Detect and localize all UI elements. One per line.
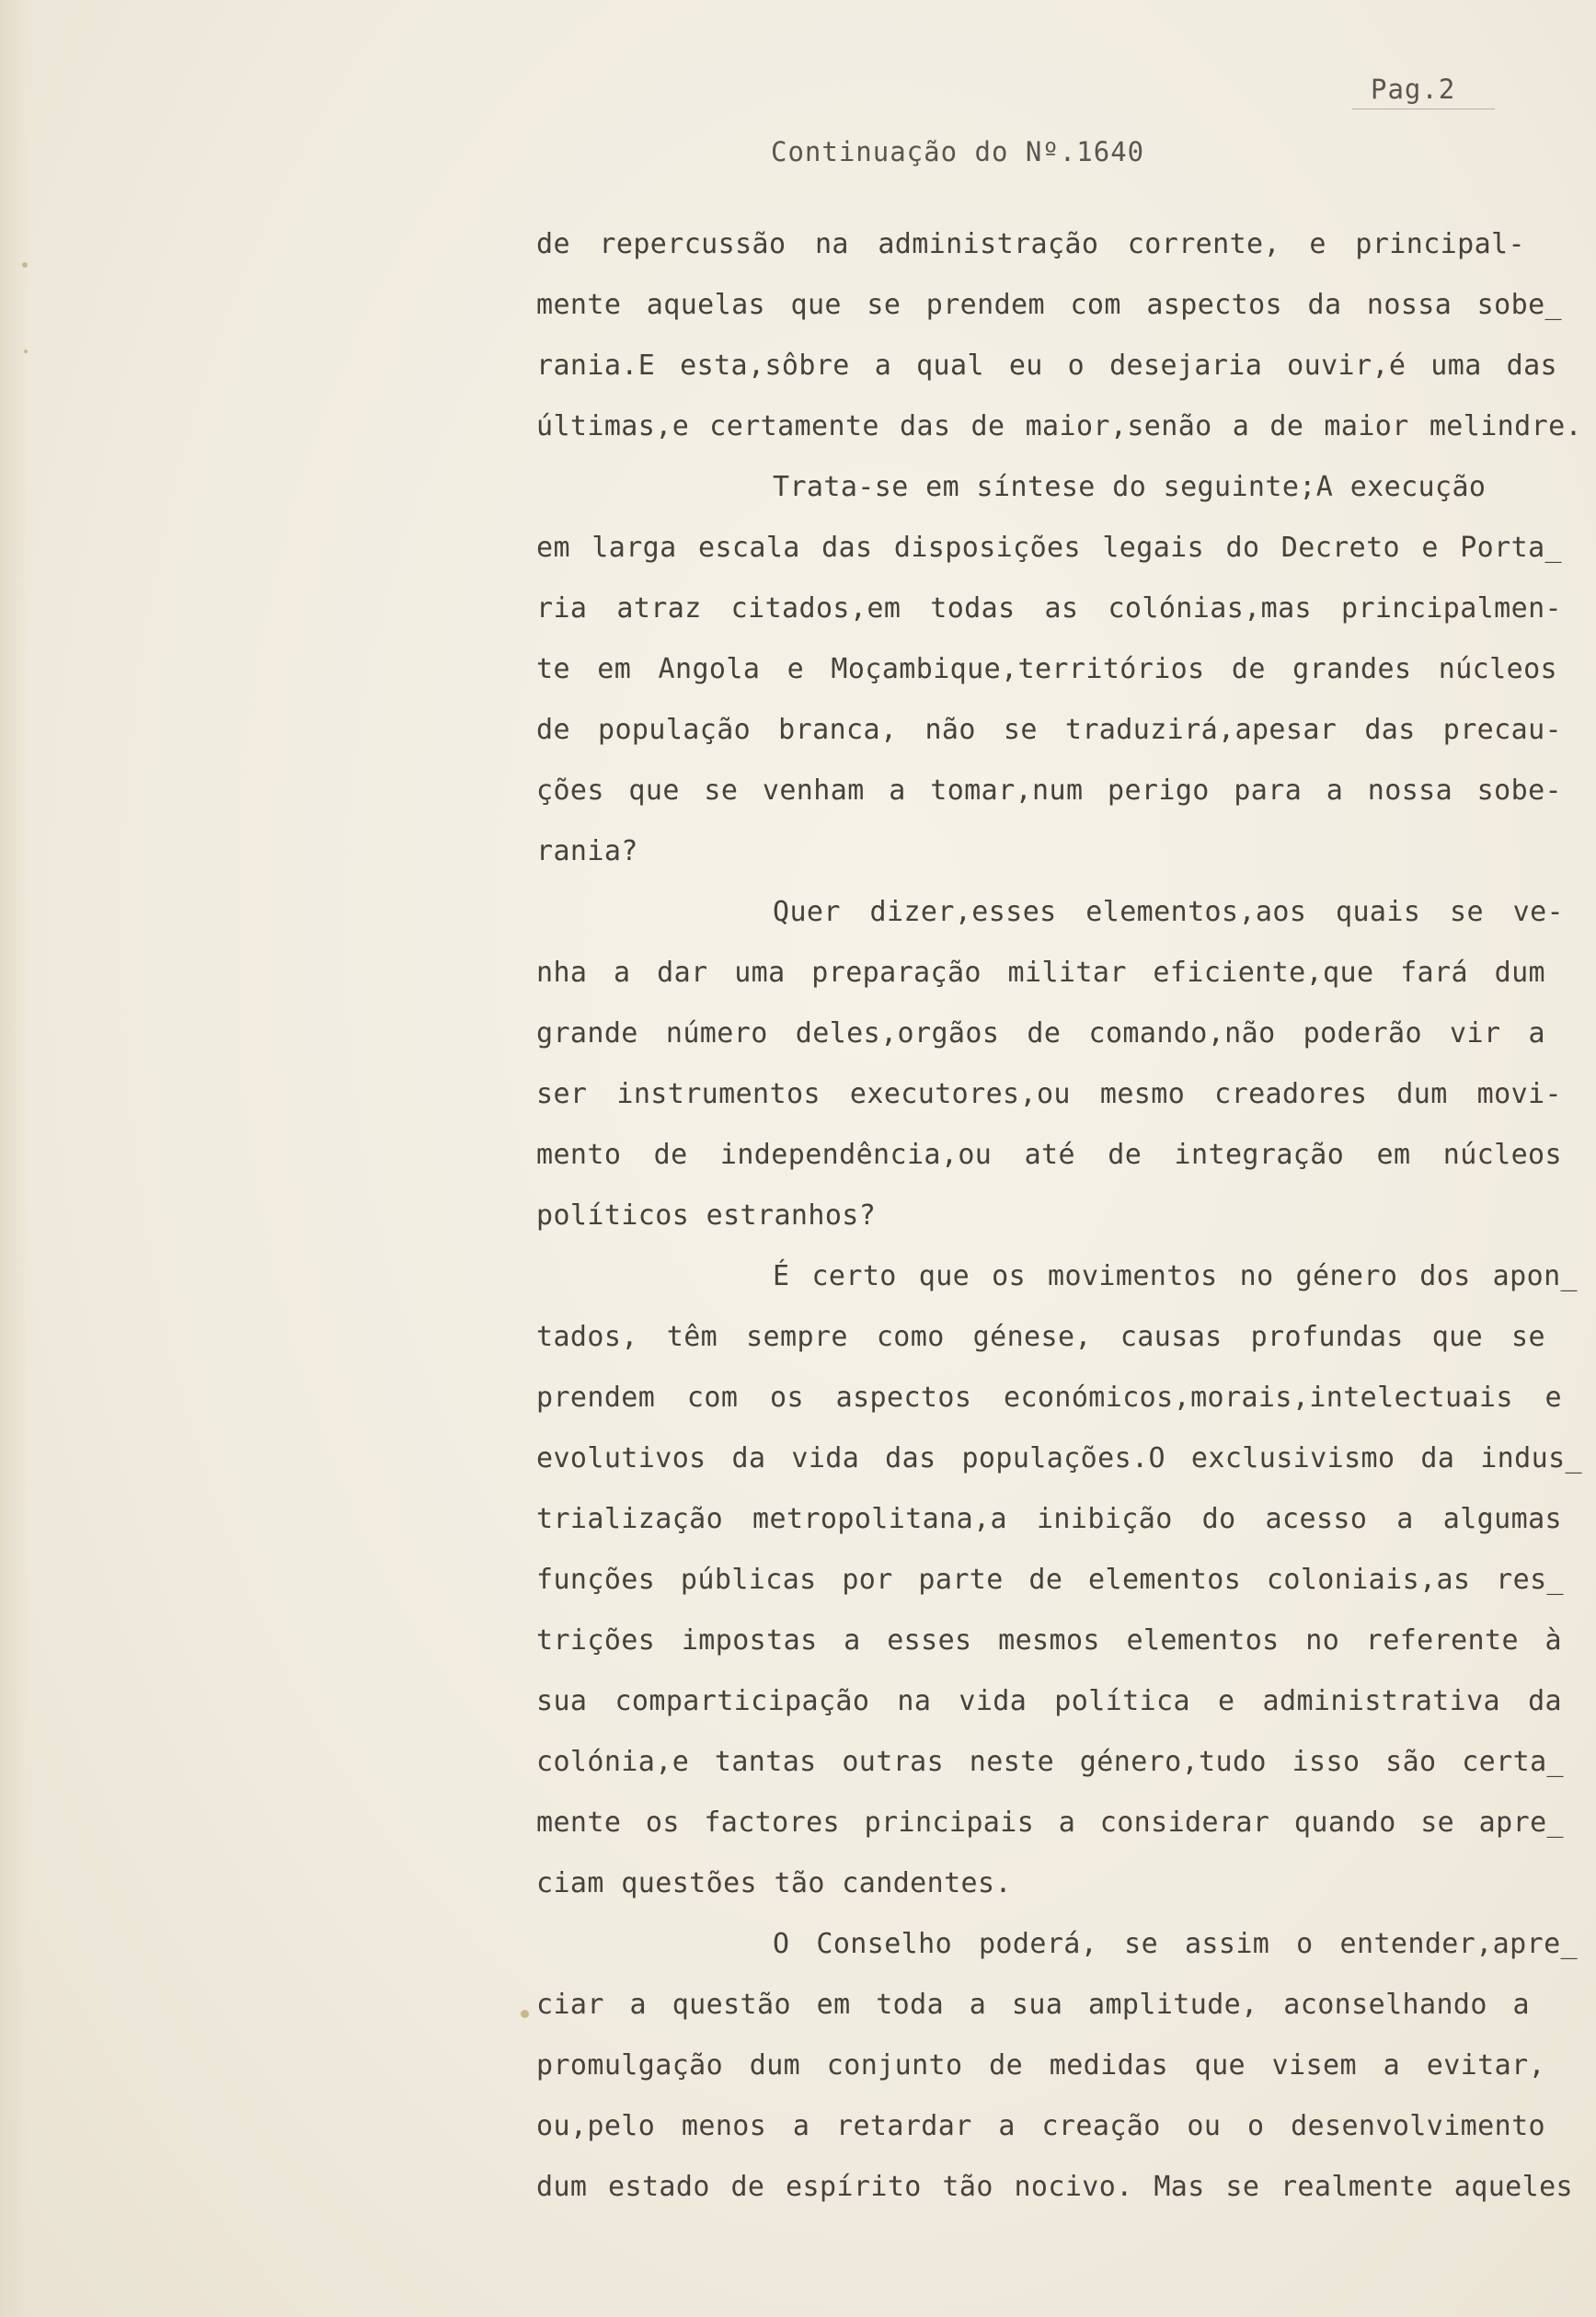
body-line-paragraph-end: rania? bbox=[536, 835, 638, 867]
body-line: ciar a questão em toda a sua amplitude, aconselhando a bbox=[536, 1989, 1530, 2021]
body-line: ções que se venham a tomar,num perigo para a nossa sobe- bbox=[536, 774, 1562, 807]
body-line-paragraph-start: É certo que os movimentos no género dos apon_ bbox=[773, 1260, 1578, 1292]
page-number: Pag.2 bbox=[1371, 74, 1456, 105]
body-line: em larga escala das disposições legais do Decreto e Porta_ bbox=[536, 532, 1562, 564]
body-line-paragraph-start: Trata-se em síntese do seguinte;A execução bbox=[773, 471, 1487, 503]
body-line-paragraph-end: políticos estranhos? bbox=[536, 1199, 877, 1232]
body-line: grande número deles,orgãos de comando,não poderão vir a bbox=[536, 1017, 1545, 1050]
body-line: colónia,e tantas outras neste género,tudo isso são certa_ bbox=[536, 1746, 1564, 1778]
body-line: prendem com os aspectos económicos,morais,intelectuais e bbox=[536, 1382, 1562, 1414]
body-line: te em Angola e Moçambique,territórios de grandes núcleos bbox=[536, 653, 1557, 685]
paper-speck bbox=[22, 262, 28, 268]
body-line: ou,pelo menos a retardar a creação ou o desenvolvimento bbox=[536, 2110, 1545, 2142]
paper-speck bbox=[521, 2010, 529, 2018]
continuation-heading: Continuação do Nº.1640 bbox=[771, 136, 1145, 167]
body-line: rania.E esta,sôbre a qual eu o desejaria ouvir,é uma das bbox=[536, 350, 1557, 382]
body-line: trições impostas a esses mesmos elementos no referente à bbox=[536, 1624, 1562, 1657]
body-line: mente os factores principais a considerar quando se apre_ bbox=[536, 1807, 1564, 1839]
body-line: de repercussão na administração corrente, e principal- bbox=[536, 228, 1525, 260]
body-line: funções públicas por parte de elementos coloniais,as res_ bbox=[536, 1564, 1564, 1596]
body-line: tados, têm sempre como génese, causas profundas que se bbox=[536, 1321, 1545, 1353]
body-line-paragraph-start: O Conselho poderá, se assim o entender,apre_ bbox=[773, 1928, 1578, 1960]
body-line: sua comparticipação na vida política e administrativa da bbox=[536, 1685, 1562, 1717]
body-line: trialização metropolitana,a inibição do acesso a algumas bbox=[536, 1503, 1562, 1535]
paper-speck bbox=[24, 350, 28, 353]
body-line-paragraph-start: Quer dizer,esses elementos,aos quais se ve- bbox=[773, 896, 1564, 928]
paper-edge-shadow bbox=[0, 0, 28, 2317]
body-line: ser instrumentos executores,ou mesmo creadores dum movi- bbox=[536, 1078, 1562, 1110]
body-line: últimas,e certamente das de maior,senão a de maior melindre. bbox=[536, 410, 1582, 442]
body-line: mento de independência,ou até de integração em núcleos bbox=[536, 1139, 1562, 1171]
body-line-paragraph-end: ciam questões tão candentes. bbox=[536, 1867, 1012, 1899]
body-line: promulgação dum conjunto de medidas que visem a evitar, bbox=[536, 2049, 1545, 2082]
body-line: evolutivos da vida das populações.O exclusivismo da indus_ bbox=[536, 1442, 1582, 1474]
body-line: nha a dar uma preparação militar eficiente,que fará dum bbox=[536, 957, 1545, 989]
body-line: ria atraz citados,em todas as colónias,mas principalmen- bbox=[536, 592, 1562, 625]
body-line: dum estado de espírito tão nocivo. Mas se realmente aqueles bbox=[536, 2171, 1573, 2203]
body-line: de população branca, não se traduzirá,apesar das precau- bbox=[536, 714, 1562, 746]
body-line: mente aquelas que se prendem com aspectos da nossa sobe_ bbox=[536, 289, 1562, 321]
